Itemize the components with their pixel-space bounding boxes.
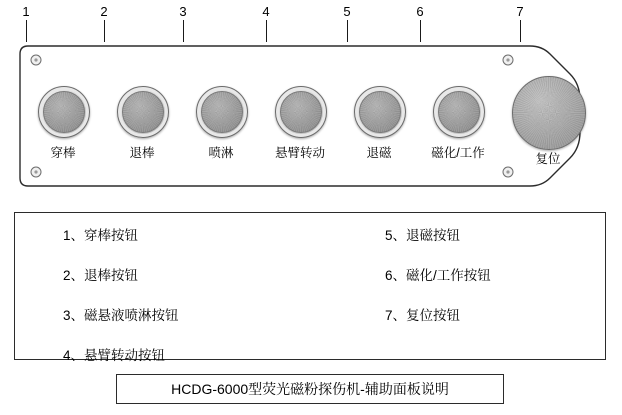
legend-item: 6、磁化/工作按钮 — [385, 268, 491, 283]
button-face-tuibang — [122, 91, 164, 133]
leader-line-5 — [347, 20, 348, 42]
callout-number-row — [0, 0, 622, 40]
panel-button-fuwei[interactable] — [512, 76, 586, 150]
screw-top-right-center — [506, 58, 509, 61]
figure-caption-text: HCDG-6000型荧光磁粉探伤机-辅助面板说明 — [171, 381, 449, 397]
panel-button-label-fuwei: 复位 — [535, 152, 561, 166]
button-face-penlin — [201, 91, 243, 133]
callout-number-4: 4 — [262, 4, 270, 19]
panel-button-cihua-gongzuo[interactable] — [433, 86, 485, 138]
panel-button-label-tuici: 退磁 — [366, 146, 392, 160]
button-face-tuici — [359, 91, 401, 133]
panel-button-label-tuibang: 退棒 — [129, 146, 155, 160]
leader-line-7 — [520, 20, 521, 42]
leader-line-4 — [266, 20, 267, 42]
legend-item: 3、磁悬液喷淋按钮 — [63, 308, 179, 323]
screw-bottom-right-center — [506, 170, 509, 173]
panel-button-label-xuanbi-zhuandong: 悬臂转动 — [274, 146, 325, 160]
callout-number-6: 6 — [416, 4, 424, 19]
panel-button-penlin[interactable] — [196, 86, 248, 138]
button-face-xuanbi-zhuandong — [280, 91, 322, 133]
control-panel-drawing — [14, 40, 606, 192]
button-face-chuanbang — [43, 91, 85, 133]
screw-bottom-left-center — [34, 170, 37, 173]
callout-number-7: 7 — [516, 4, 524, 19]
leader-line-6 — [420, 20, 421, 42]
panel-button-tuici[interactable] — [354, 86, 406, 138]
panel-button-xuanbi-zhuandong[interactable] — [275, 86, 327, 138]
panel-button-label-chuanbang: 穿棒 — [50, 146, 76, 160]
legend-item: 7、复位按钮 — [385, 308, 461, 323]
legend-item: 4、悬臂转动按钮 — [63, 348, 166, 363]
panel-button-tuibang[interactable] — [117, 86, 169, 138]
legend-item: 2、退棒按钮 — [63, 268, 139, 283]
legend-item: 1、穿棒按钮 — [63, 228, 139, 243]
panel-button-label-cihua-gongzuo: 磁化/工作 — [431, 146, 485, 160]
callout-number-3: 3 — [179, 4, 187, 19]
legend-item: 5、退磁按钮 — [385, 228, 461, 243]
leader-line-2 — [104, 20, 105, 42]
legend-box — [14, 212, 606, 363]
callout-number-2: 2 — [100, 4, 108, 19]
leader-line-1 — [26, 20, 27, 42]
leader-line-3 — [183, 20, 184, 42]
panel-button-label-penlin: 喷淋 — [208, 146, 234, 160]
button-face-cihua-gongzuo — [438, 91, 480, 133]
screw-top-left-center — [34, 58, 37, 61]
panel-button-chuanbang[interactable] — [38, 86, 90, 138]
legend-column-right — [385, 227, 491, 347]
legend-column-left — [63, 227, 179, 387]
callout-number-1: 1 — [22, 4, 30, 19]
callout-number-5: 5 — [343, 4, 351, 19]
figure-caption-box — [116, 374, 504, 404]
